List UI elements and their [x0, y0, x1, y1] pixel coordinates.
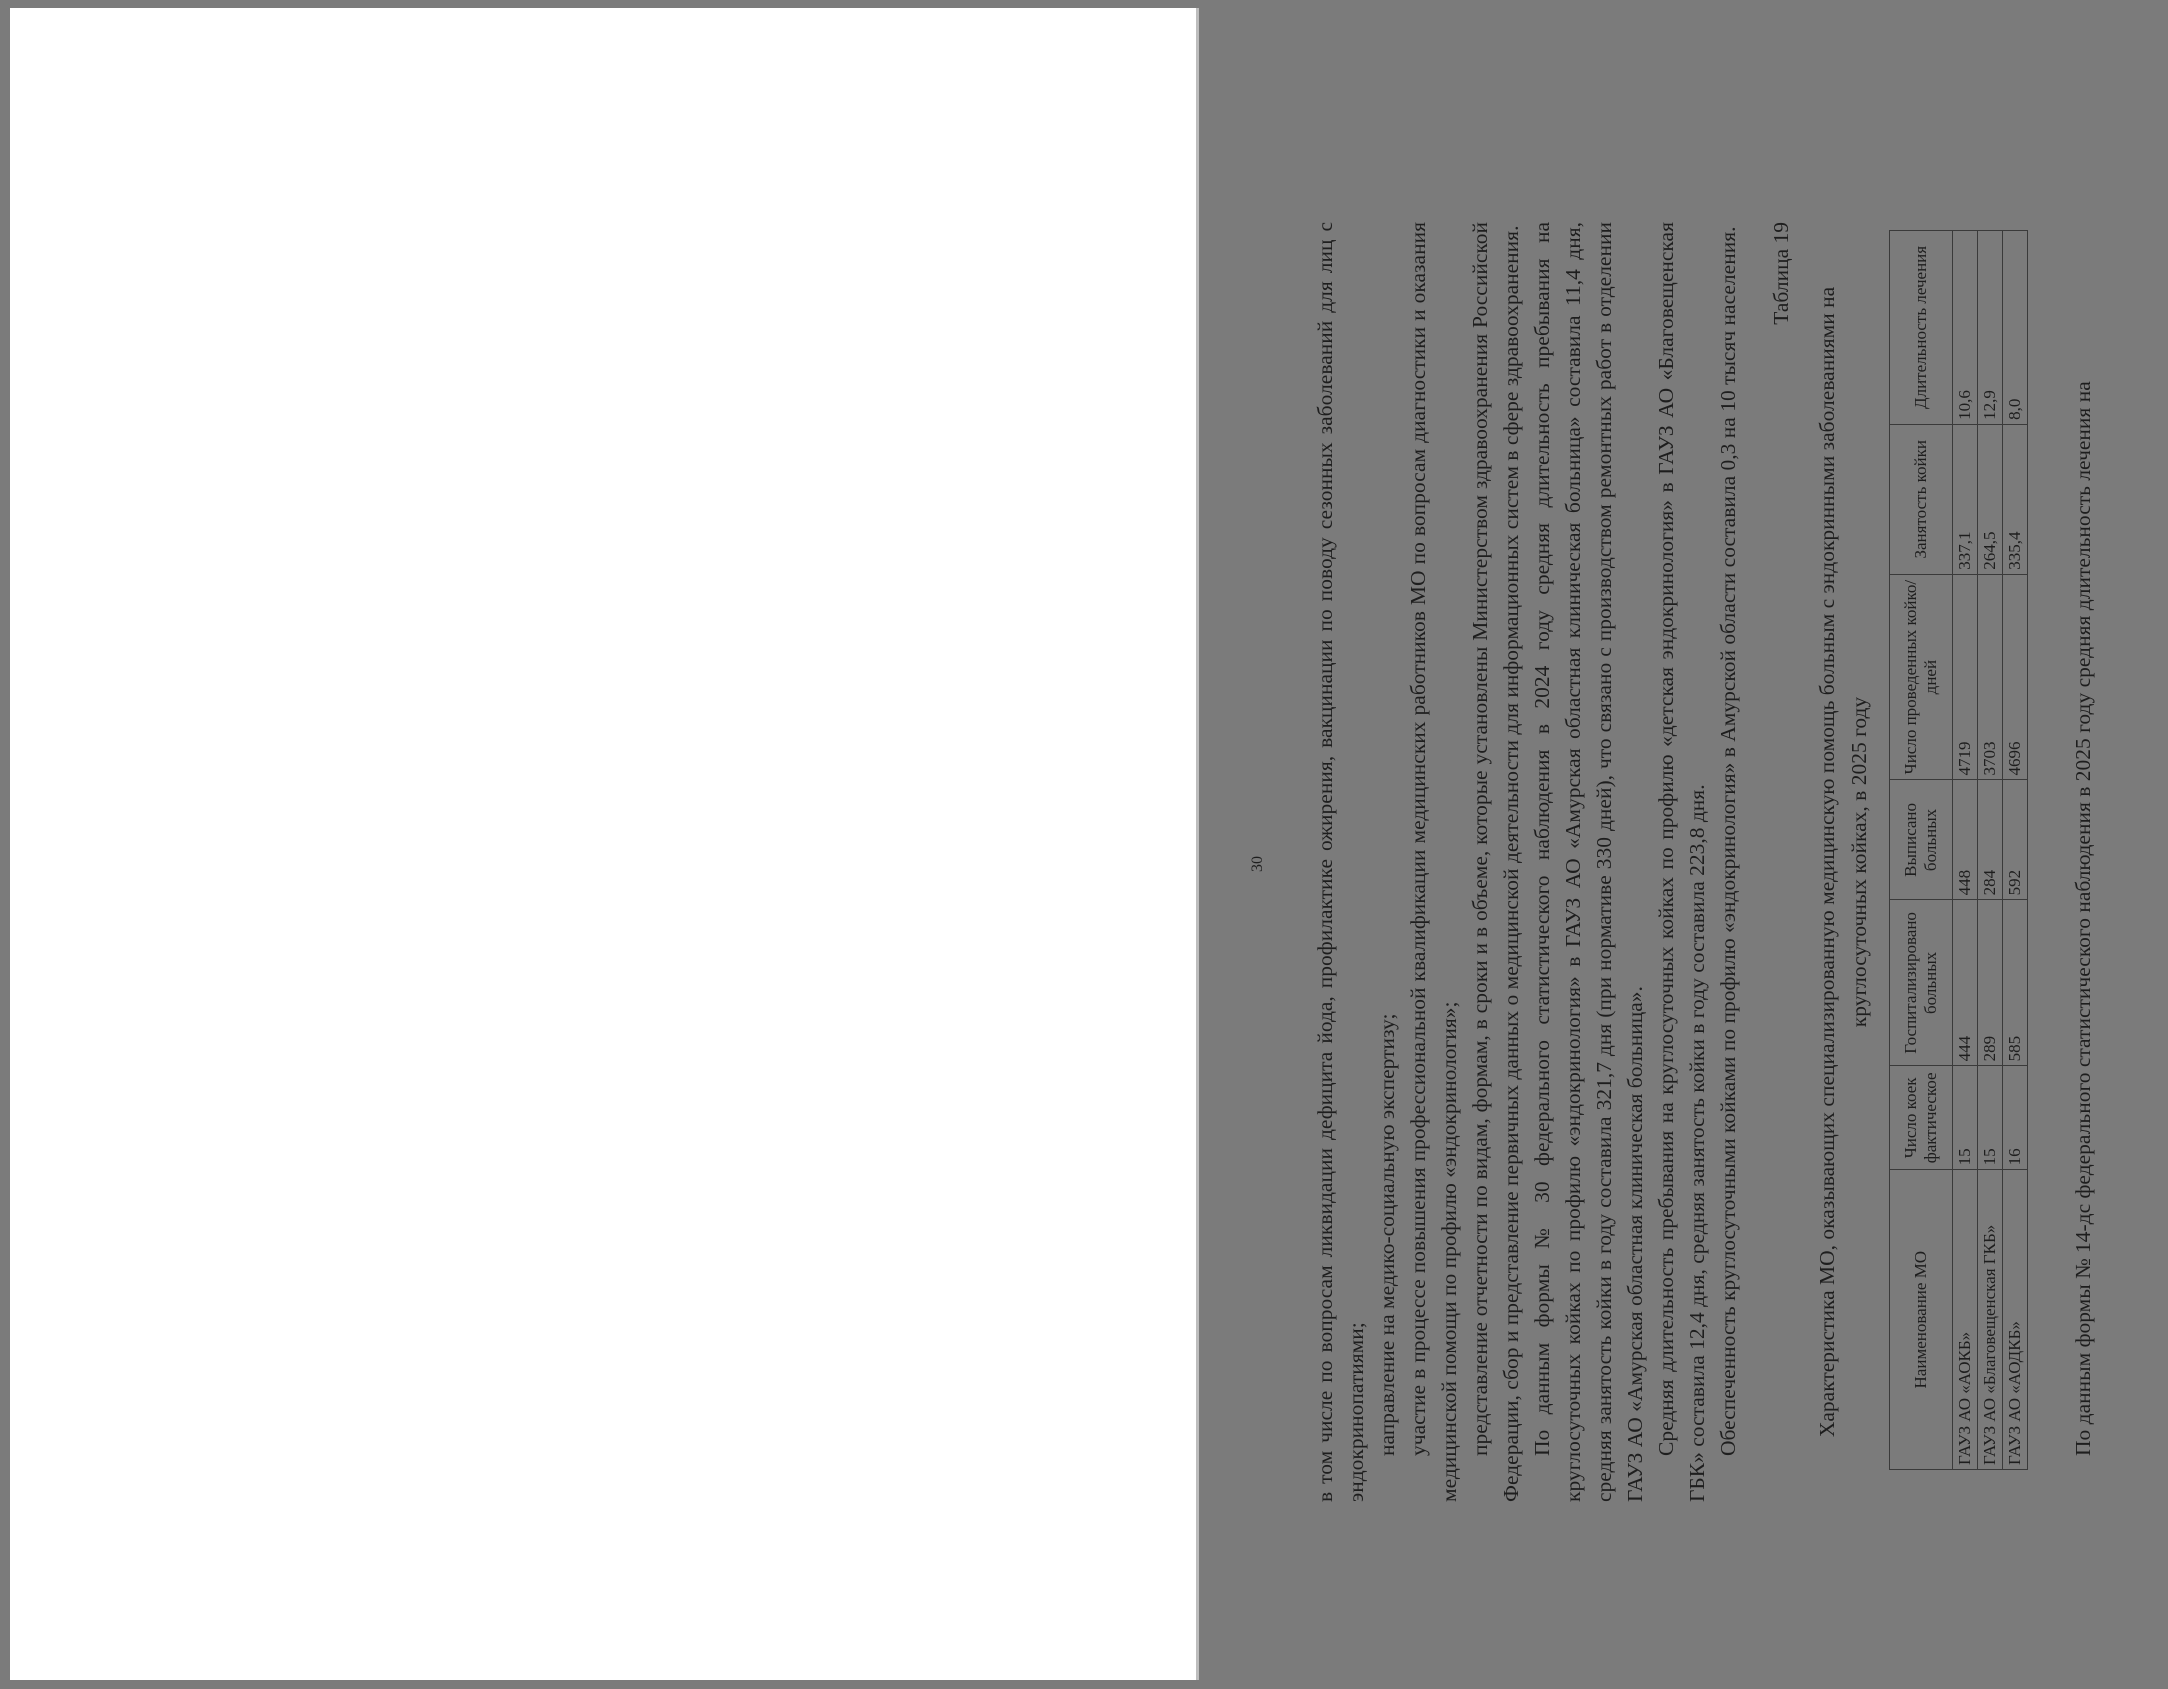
paragraph: направление на медико-социальную экспертизу;: [1375, 1013, 1399, 1456]
table-header-cell: Выписано больных: [1890, 780, 1953, 900]
table-header-cell: Наименование МО: [1890, 1170, 1953, 1470]
table-cell: 12,9: [1978, 231, 2003, 425]
table-row: [1953, 231, 1978, 1470]
table-cell: 8,0: [2003, 231, 2028, 425]
table-cell: 444: [1953, 900, 1978, 1066]
table-cell: 264,5: [1978, 424, 2003, 574]
paragraph: в том числе по вопросам ликвидации дефицита йода, профилактике ожирения, вакцинации по поводу сезонных заболеваний для лиц с эндокринопатиями;: [1313, 222, 1368, 1502]
table-header-cell: Длительность лечения: [1890, 231, 1953, 425]
document-body: [1310, 222, 2099, 1502]
table-header-cell: Занятость койки: [1890, 424, 1953, 574]
table-header-cell: Госпитализировано больных: [1890, 900, 1953, 1066]
table-cell: 4719: [1953, 574, 1978, 780]
paragraph: представление отчетности по видам, формам, в сроки и в объеме, которые установлены Министерством здравоохранения Российской Федерации, сбор и представление первичных данных о медицинской деятельности для информационных систем в сфере здравоохранения.: [1468, 222, 1523, 1502]
table-row: [1978, 231, 2003, 1470]
table-header-cell: Число коек фактическое: [1890, 1066, 1953, 1170]
table-header-row: [1890, 231, 1953, 1470]
table-body: [1953, 231, 2028, 1470]
table-cell: 10,6: [1953, 231, 1978, 425]
table-header-cell: Число проведенных койко/дней: [1890, 574, 1953, 780]
table-title: Характеристика МО, оказывающих специализированную медицинскую помощь больным с эндокринными заболеваниями на круглосуточных койках, в 2025 году: [1815, 286, 1871, 1438]
paragraph: По данным формы № 30 федерального статистического наблюдения в 2024 году средняя длительность пребывания на круглосуточных койках по профилю «эндокринология» в ГАУЗ АО «Амурская областная клиническая больница» составила 11,4 дня, средняя занятость койки в году составила 321,7 дня (при нормативе 330 дней), что связано с производством ремонтных работ в отделении ГАУЗ АО «Амурская областная клиническая больница».: [1530, 222, 1647, 1502]
page-number: 30: [1249, 856, 1266, 872]
table-cell: 3703: [1978, 574, 2003, 780]
paragraph: участие в процессе повышения профессиональной квалификации медицинских работников МО по вопросам диагностики и оказания медицинской помощи по профилю «эндокринология»;: [1406, 222, 1461, 1502]
table-cell: 337,1: [1953, 424, 1978, 574]
table-cell: 335,4: [2003, 424, 2028, 574]
table-cell: 585: [2003, 900, 2028, 1066]
paragraph: Средняя длительность пребывания на круглосуточных койках по профилю «детская эндокринология» в ГАУЗ АО «Благовещенская ГБК» составила 12,4 дня, средняя занятость койки в году составила 223,8 дня.: [1654, 222, 1709, 1502]
table-cell: 15: [1978, 1066, 2003, 1170]
table-cell-organization: ГАУЗ АО «АОДКБ»: [2003, 1170, 2028, 1470]
table-cell: 289: [1978, 900, 2003, 1066]
table-cell: 592: [2003, 780, 2028, 900]
scanned-page: [10, 8, 2095, 1680]
paragraph: Обеспеченность круглосуточными койками по профилю «эндокринология» в Амурской области составила 0,3 на 10 тысяч населения.: [1716, 226, 1740, 1456]
table-row: [2003, 231, 2028, 1470]
table-cell: 15: [1953, 1066, 1978, 1170]
table-cell: 16: [2003, 1066, 2028, 1170]
final-paragraph: По данным формы № 14-дс федерального статистического наблюдения в 2025 году средняя длительность лечения на: [2071, 381, 2095, 1456]
table-cell-organization: ГАУЗ АО «Благовещенская ГКБ»: [1978, 1170, 2003, 1470]
data-table: [1889, 230, 2028, 1470]
document-sheet: [1168, 78, 2168, 1650]
table-cell-organization: ГАУЗ АО «АОКБ»: [1953, 1170, 1978, 1470]
paragraph-list: [1310, 222, 1744, 1502]
table-caption: Таблица 19: [1769, 222, 1793, 325]
table-cell: 448: [1953, 780, 1978, 900]
table-cell: 4696: [2003, 574, 2028, 780]
table-cell: 284: [1978, 780, 2003, 900]
